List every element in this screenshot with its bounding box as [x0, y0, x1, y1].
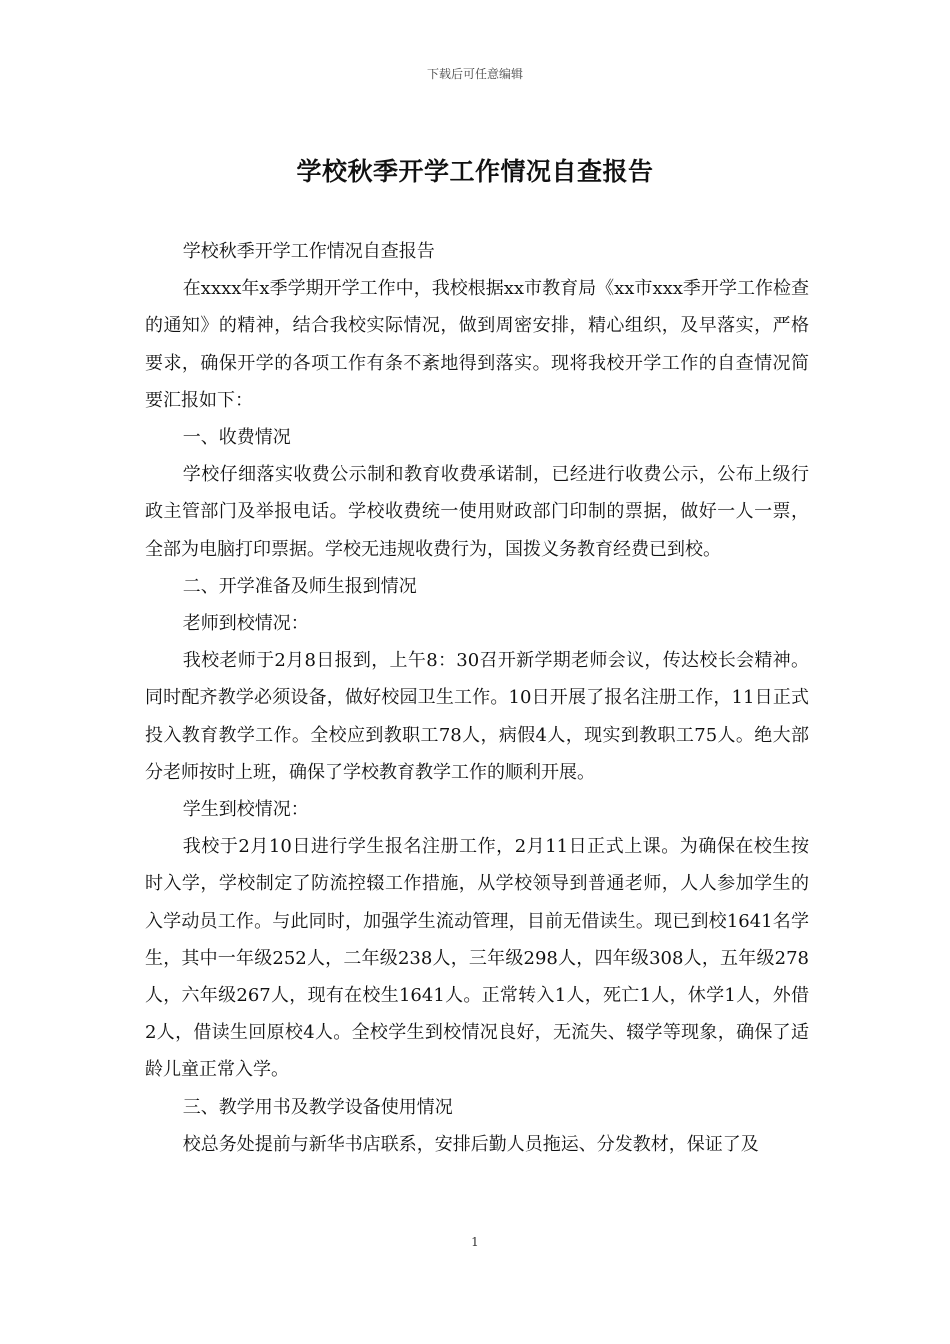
section-heading-fees: 一、收费情况 [182, 427, 291, 449]
paragraph-students: 我校于2月10日进行学生报名注册工作，2月11日正式上课。为确保在校生按时入学，学校制定了防流控辍工作措施，从学校领导到普通老师，人人参加学生的入学动员工作。与此同时，加强学生流动管理，目前无借读生。现已到校1641名学生，其中一年级252人，二年级238人，三年级298人，四年级308人，五年级278人，六年级267人，现有在校生1641人。正常转入1人，死亡1人，休学1人，外借2人，借读生回原校4人。全校学生到校情况良好，无流失、辍学等现象，确保了适龄儿童正常入学。 [145, 836, 809, 1081]
paragraph-intro: 在xxxx年x季学期开学工作中，我校根据xx市教育局《xx市xxx季开学工作检查的通知》的精神，结合我校实际情况，做到周密安排，精心组织，及早落实，严格要求，确保开学的各项工作有条不紊地得到落实。现将我校开学工作的自查情况简要汇报如下： [145, 278, 809, 411]
section-heading-textbooks: 三、教学用书及教学设备使用情况 [182, 1096, 453, 1118]
page-header-note: 下载后可任意编辑 [426, 67, 523, 81]
paragraph-subtitle: 学校秋季开学工作情况自查报告 [182, 241, 435, 262]
subheading-teachers: 老师到校情况： [182, 613, 309, 635]
section-heading-enrollment: 二、开学准备及师生报到情况 [182, 575, 417, 597]
document-body [145, 233, 809, 1163]
subheading-students: 学生到校情况： [182, 799, 309, 821]
paragraph-textbooks: 校总务处提前与新华书店联系，安排后勤人员拖运、分发教材，保证了及 [182, 1133, 759, 1155]
page-number: 1 [471, 1235, 479, 1249]
paragraph-fees: 学校仔细落实收费公示制和教育收费承诺制，已经进行收费公示，公布上级行政主管部门及举报电话。学校收费统一使用财政部门印制的票据，做好一人一票，全部为电脑打印票据。学校无违规收费行为，国拨义务教育经费已到校。 [145, 464, 809, 560]
document-title: 学校秋季开学工作情况自查报告 [296, 157, 654, 186]
paragraph-teachers: 我校老师于2月8日报到，上午8：30召开新学期老师会议，传达校长会精神。同时配齐教学必须设备，做好校园卫生工作。10日开展了报名注册工作，11日正式投入教育教学工作。全校应到教职工78人，病假4人，现实到教职工75人。绝大部分老师按时上班，确保了学校教育教学工作的顺利开展。 [145, 650, 809, 783]
